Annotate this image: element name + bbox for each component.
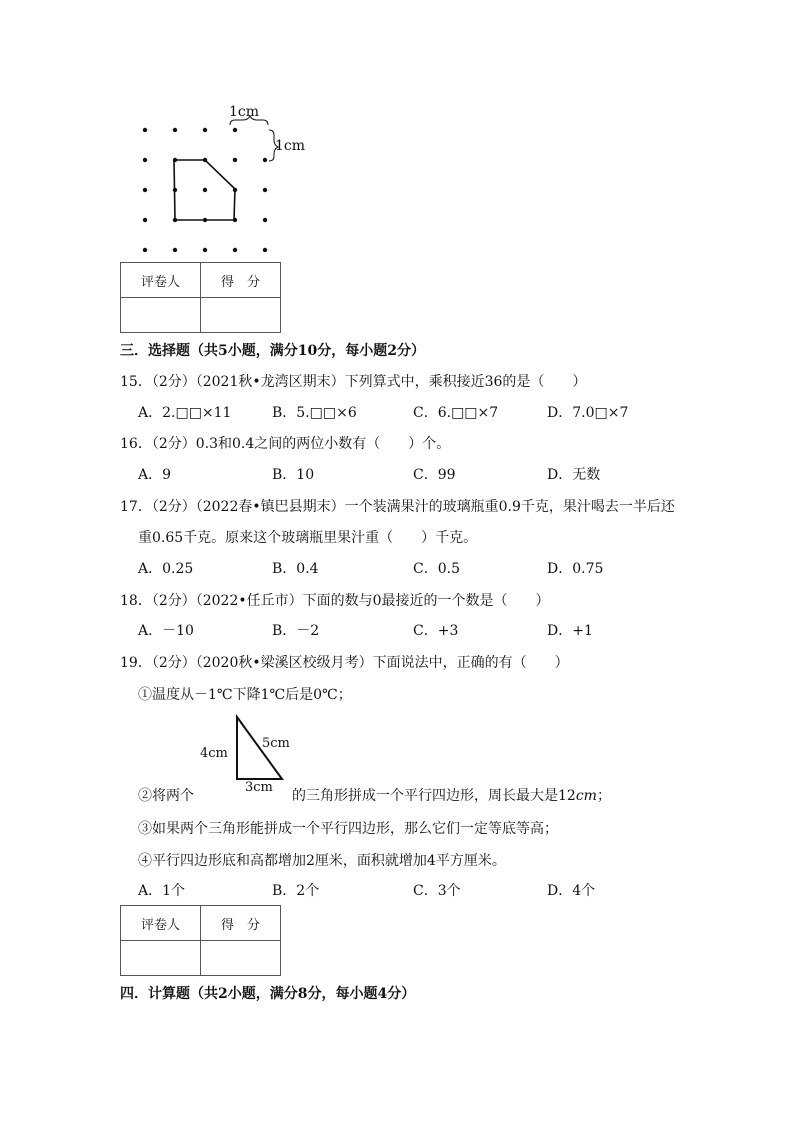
q16-option-c[interactable]: C．99 <box>413 467 456 483</box>
dot-grid-figure <box>130 100 320 260</box>
section-4-heading: 四．计算题（共2小题，满分8分，每小题4分） <box>120 986 416 1002</box>
q16-option-a[interactable]: A．9 <box>138 467 172 483</box>
vertical-unit-label: 1cm <box>275 138 306 154</box>
grader-label: 评卷人 <box>121 263 201 298</box>
q19-statement-4: ④平行四边形底和高都增加2厘米，面积就增加4平方厘米。 <box>138 853 506 869</box>
horizontal-unit-label: 1cm <box>229 104 260 120</box>
q19-statement-2-prefix: ②将两个 <box>138 788 194 804</box>
question-18: 18．（2分）（2022•任丘市）下面的数与0最接近的一个数是（ ） <box>120 593 550 609</box>
q18-option-b[interactable]: B．－2 <box>272 623 320 639</box>
question-17-line-2: 重0.65千克。原来这个玻璃瓶里果汁重（ ）千克。 <box>138 530 478 546</box>
question-15: 15．（2分）（2021秋•龙湾区期末）下列算式中，乘积接近36的是（ ） <box>120 374 587 390</box>
question-19: 19．（2分）（2020秋•梁溪区校级月考）下面说法中，正确的有（ ） <box>120 655 569 671</box>
triangle-hypotenuse-label: 5cm <box>262 736 290 751</box>
question-17-line-1: 17．（2分）（2022春•镇巴县期末）一个装满果汁的玻璃瓶重0.9千克，果汁喝去一半后还 <box>120 499 675 515</box>
q19-statement-1: ①温度从－1℃下降1℃后是0℃； <box>138 687 352 703</box>
grid-dots <box>143 128 267 252</box>
q19-option-c[interactable]: C．3个 <box>413 883 461 899</box>
q19-statement-2-unit: cm <box>575 788 597 804</box>
score-table-2 <box>120 905 281 976</box>
score-cell[interactable] <box>201 941 281 976</box>
q16-option-d[interactable]: D．无数 <box>547 467 601 483</box>
score-table-1 <box>120 262 281 333</box>
q19-statement-2-end: ； <box>596 788 611 804</box>
q17-option-b[interactable]: B．0.4 <box>272 561 319 577</box>
q15-option-c[interactable]: C．6.□□×7 <box>413 405 499 421</box>
q17-option-d[interactable]: D．0.75 <box>547 561 604 577</box>
score-label: 得 分 <box>201 906 281 941</box>
q18-option-a[interactable]: A．－10 <box>138 623 194 639</box>
section-3-heading: 三．选择题（共5小题，满分10分，每小题2分） <box>120 343 425 359</box>
q17-option-a[interactable]: A．0.25 <box>138 561 194 577</box>
q15-option-a[interactable]: A．2.□□×11 <box>138 405 232 421</box>
triangle-left-side-label: 4cm <box>200 746 228 761</box>
q19-option-b[interactable]: B．2个 <box>272 883 320 899</box>
q16-option-b[interactable]: B．10 <box>272 467 315 483</box>
score-cell[interactable] <box>201 298 281 333</box>
question-16: 16．（2分）0.3和0.4之间的两位小数有（ ）个。 <box>120 436 451 452</box>
q19-statement-2-text: 的三角形拼成一个平行四边形，周长最大是12 <box>292 788 576 804</box>
q19-option-a[interactable]: A．1个 <box>138 883 186 899</box>
grader-cell[interactable] <box>121 941 201 976</box>
q15-option-b[interactable]: B．5.□□×6 <box>272 405 357 421</box>
q18-option-c[interactable]: C．+3 <box>413 623 459 639</box>
score-label: 得 分 <box>201 263 281 298</box>
q18-option-d[interactable]: D．+1 <box>547 623 593 639</box>
grader-label: 评卷人 <box>121 906 201 941</box>
q15-option-d[interactable]: D．7.0□×7 <box>547 405 629 421</box>
triangle-bottom-label: 3cm <box>245 780 273 795</box>
q19-statement-2-suffix <box>292 785 611 805</box>
q19-statement-3: ③如果两个三角形能拼成一个平行四边形，那么它们一定等底等高； <box>138 821 558 837</box>
grader-cell[interactable] <box>121 298 201 333</box>
q17-option-c[interactable]: C．0.5 <box>413 561 460 577</box>
q19-option-d[interactable]: D．4个 <box>547 883 596 899</box>
